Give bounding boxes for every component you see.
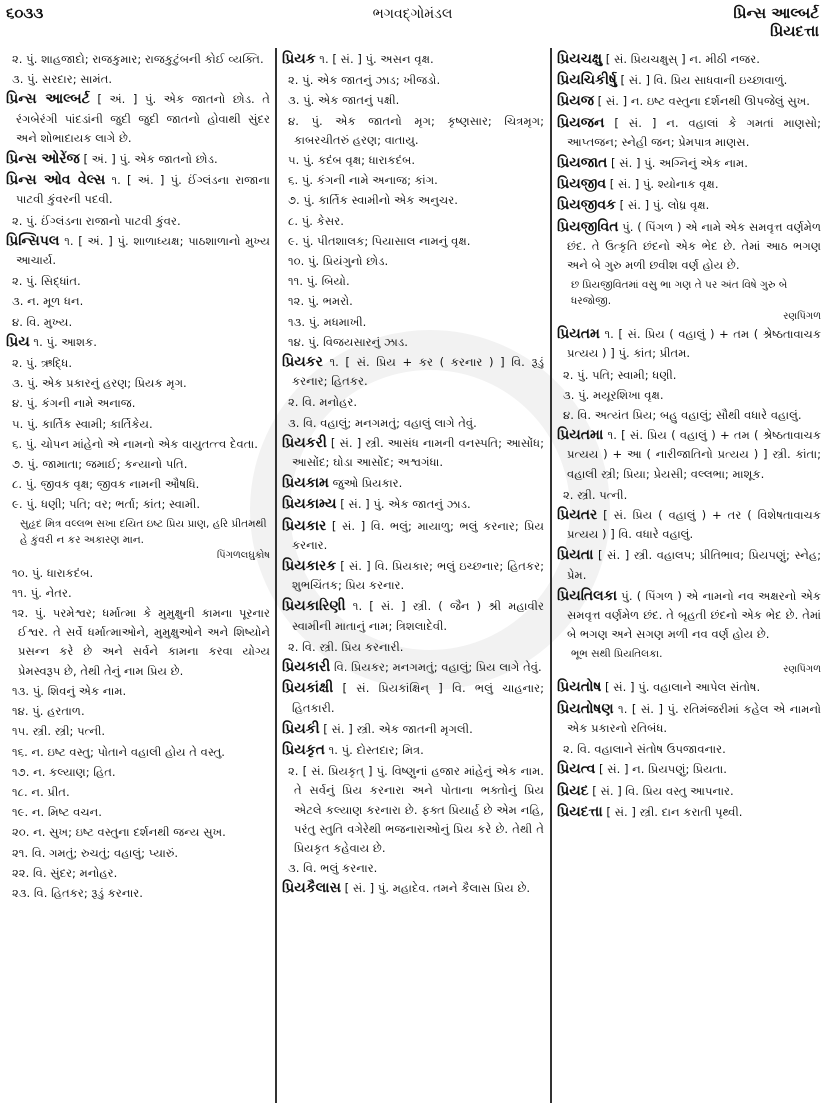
headword: પ્રિયકામ [282,475,329,492]
definition-text: [ સં. ] પું. વહાલાને આપેલ સંતોષ. [601,680,761,695]
definition-text: ૮. પું. કેસર. [288,213,344,228]
page-number: ૬૦૩૩ [6,4,44,22]
entry-sense [6,783,270,802]
headword: પ્રિયજીવક [557,197,616,214]
definition-text: [ સં. ] વિ. પ્રિય વસ્તુ આપનાર. [588,783,734,798]
guide-word-first: પ્રિન્સ આલ્બર્ટ [733,4,819,22]
dictionary-entry [6,333,270,352]
entry-sense [282,859,544,878]
dictionary-entry [282,658,544,677]
headword: પ્રિયતોષ [557,679,602,696]
definition-text: [ સં. ] પું. એક જાતનું ઝાડ. [336,497,471,512]
definition-text: ૪. પું. એક જાતનો મૃગ; કૃષ્ણસાર; ચિત્રમૃગ; કાબરચીતરું હરણ; વાતાયુ. [288,113,544,147]
definition-text: ૬. પું. ચોપન માંહેનો એ નામનો એક વાયુતત્ત્વ દેવતા. [12,436,258,451]
entry-sense [6,722,270,741]
entry-sense [6,415,270,434]
entry-sense [6,394,270,413]
definition-text: [ સં. ] પું. મહાદેવ. તમને કૈલાસ પ્રિય છે. [340,881,531,896]
entry-sense [6,743,270,762]
definition-text: [ સં. ] ન. પ્રિયપણું; પ્રિયતા. [595,762,727,777]
definition-text: ૧૮. ન. પ્રીત. [12,784,70,799]
dictionary-entry [282,741,544,760]
definition-text: ૧૦. પું. પ્રિયંગુનો છોડ. [288,254,389,269]
entry-sense [282,151,544,170]
citation-source: રણપિંગળ [783,664,821,676]
column-3 [557,50,821,1103]
entry-sense [6,864,270,883]
definition-text: [ સં. ] સ્ત્રી. વહાલપ; પ્રીતિભાવ; પ્રિયપણું; સ્નેહ; પ્રેમ. [567,548,821,582]
definition-text: ૧૦. પું. ધારાકદંબ. [12,565,94,580]
dictionary-entry [6,171,270,209]
definition-text: ૧૪. પું. હરતાળ. [12,704,85,719]
definition-text: ૧૯. ન. મિષ્ટ વચન. [12,805,102,820]
headword: પ્રિયચિકીર્ષુ [557,72,617,89]
guide-word-last: પ્રિયદત્તા [770,22,819,40]
entry-sense [6,803,270,822]
entry-sense [6,564,270,583]
definition-text: ૧. [ સં. પ્રિય ( વહાલું ) + તમ ( શ્રેષ્ઠતાવાચક પ્રત્યય ) + આ ( નારીજાતિનો પ્રત્યય ) ] સ્ત્રી. કાંતા; વહાલી સ્ત્રી; પ્રિયા; પ્રેયસી; વલ્લભા; માશૂક. [567,428,821,481]
headword: પ્રિન્સ ઓરેંજ [6,151,80,168]
headword: પ્રિયતર [557,507,598,524]
dictionary-entry [557,760,821,779]
definition-text: ૧૫. સ્ત્રી. સ્ત્રી; પત્ની. [12,724,106,739]
headword: પ્રિયત્વ [557,761,596,778]
definition-text: ૭. પું. કાર્તિક સ્વામીનો એક અનુચર. [288,193,458,208]
definition-text: [ અં. ] પું. એક જાતનો છોડ. તે રંગબેરંગી પાંદડાંની જુદી જુદી જાતનો હોવાથી સુંદર અને શોભાદાયક લાગે છે. [16,92,270,145]
headword: પ્રિય [6,333,30,350]
dictionary-entry [557,700,821,738]
entry-sense [282,272,544,291]
entry-sense [282,638,544,657]
dictionary-entry [282,517,544,555]
dictionary-entry [557,506,821,544]
entry-sense [6,354,270,373]
definition-text: પું. ( પિંગળ ) એ નામનો નવ અક્ષરનો એક સમવૃત્ત વર્ણમેળ છંદ. તે બૃહતી છંદનો એક ભેદ છે. તેમાં બે ભગણ અને સગણ મળી નવ વર્ણ હોય છે. [567,588,821,642]
definition-text: ૧૩. પું. શિવનું એક નામ. [12,683,127,698]
dictionary-entry [282,495,544,514]
definition-text: ૨. પું. ઈંગ્લંડના રાજાનો પાટવી કુંવર. [12,213,181,228]
definition-text: ૨. સ્ત્રી. પત્ની. [563,487,628,502]
entry-sense [6,682,270,701]
definition-text: ૧. પું. આશક. [29,334,97,349]
definition-text: ૫. પું. કાર્તિક સ્વામી; કાર્તિકેય. [12,416,153,431]
definition-text: ૧. [ સં. ] સ્ત્રી. ( જૈન ) શ્રી મહાવીર સ્વામીની માતાનું નામ; ત્રિશલાદેવી. [292,599,544,633]
headword: પ્રિયજીવ [557,176,607,193]
quote-text: છ પ્રિયજીવિતમાં વસુ ભા ગણ તે પર અંત વિષે ગુરુ બે ધરજોજી. [571,279,788,308]
headword: પ્રિન્સિપલ [6,232,60,249]
headword: પ્રિયકરી [282,434,327,451]
definition-text: ૨. [ સં. પ્રિયકૃત્ ] પું. વિષ્ણુનાં હજાર માંહેનું એક નામ. તે સર્વનું પ્રિય કરનારા અને પોતાના ભક્તોનું પ્રિય એટલે કલ્યાણ કરનારા છે. ફક્ત પ્રિયાર્હ છે એમ નહિ, પરંતુ સ્તુતિ વગેરેથી ભજનારાઓનું પ્રિય કરે છે. તેથી તે પ્રિયકૃત કહેવાય છે. [288,764,544,855]
headword: પ્રિયકારક [282,558,337,575]
entry-sense [282,71,544,90]
definition-text: ૨. પું. એક જાતનું ઝાડ; ખીજડો. [288,73,441,88]
definition-text: ૧૨. પું. ભમરો. [288,294,353,309]
citation-quote [6,516,270,564]
headword: પ્રિયતમા [557,427,604,444]
headword: પ્રિયતમ [557,326,600,343]
entry-sense [282,252,544,271]
entry-sense [6,313,270,332]
entry-sense [6,70,270,89]
definition-text: [ સં. ] પું. લોધ્ર વૃક્ષ. [615,198,710,213]
entry-sense [557,386,821,405]
headword: પ્રિયજાત [557,155,608,172]
headword: પ્રિયદ [557,782,589,799]
definition-text: ૧૪. પું. વિજયસારનું ઝાડ. [288,334,408,349]
entry-sense [6,495,270,514]
entry-sense [6,604,270,681]
dictionary-entry [6,150,270,169]
definition-text: ૩. પું. એક જાતનું પક્ષી. [288,93,400,108]
dictionary-entry [557,546,821,584]
definition-text: [ સં. ] વિ. પ્રિયકાર; ભલું ઇચ્છનાર; હિતકર; શુભચિંતક; પ્રિય કરનાર. [292,559,544,593]
quote-text: સુહૃદ મિત્ર વલ્લભ સખા દયિત ઇષ્ટ પ્રિય પ્રાણ, હરિ પ્રીતમથી હે કુંવરી ન કર અકારણ માન. [20,517,267,546]
entry-sense [282,232,544,251]
definition-text: [ સં. પ્રિય ( વહાલું ) + તર ( વિશેષતાવાચક પ્રત્યય ) ] વિ. વધારે વહાલું. [567,508,821,542]
entry-sense [6,50,270,69]
dictionary-entry [557,50,821,69]
book-title: ભગવદ્ગોમંડલ [372,6,453,22]
definition-text: ૯. પું. પીતશાલક; પિયાસાલ નામનું વૃક્ષ. [288,233,471,248]
definition-text: ૩. ન. મૂળ ધન. [12,294,84,309]
definition-text: ૨૦. ન. સુખ; ઇષ્ટ વસ્તુના દર્શનથી જન્ય સુખ. [12,825,226,840]
headword: પ્રિયકી [282,720,320,737]
definition-text: [ સં. ] ન. વહાલાં કે ગમતાં માણસો; આપ્તજન; સ્નેહી જન; પ્રેમપાત્ર માણસ. [567,115,821,149]
dictionary-entry [557,92,821,111]
headword: પ્રિયકારિણી [282,598,346,615]
entry-sense [282,292,544,311]
definition-text: ૧૧. પું. નેતર. [12,585,72,600]
headword: પ્રિયદત્તા [557,803,603,820]
definition-text: ૯. પું. ધણી; પતિ; વર; ભર્તા; કાંત; સ્વામી. [12,497,201,512]
entry-sense [6,884,270,903]
dictionary-entry [6,90,270,148]
headword: પ્રિયકાર [282,517,327,534]
definition-text: ૧. [ સં. પ્રિય + કર ( કરનાર ) ] વિ. રૂડું કરનાર; હિતકર. [292,355,544,389]
dictionary-entry [557,154,821,173]
dictionary-entry [282,353,544,391]
entry-sense [282,762,544,858]
definition-text: ૧. [ અં. ] પું. શાળાધ્યક્ષ; પાઠશાળાનો મુખ્ય આચાર્ય. [16,233,270,268]
quote-text: ભૂભ સથી પ્રિયતિલકા. [571,648,663,661]
entry-sense [6,374,270,393]
definition-text: ૨. પું. પતિ; સ્વામી; ધણી. [563,367,677,382]
entry-sense [6,212,270,231]
entry-sense [6,584,270,603]
entry-sense [6,763,270,782]
definition-text: ૧. [ સં. પ્રિય ( વહાલું ) + તમ ( શ્રેષ્ઠતાવાચક પ્રત્યય ) ] પું. કાંત; પ્રીતમ. [567,327,821,361]
entry-sense [6,475,270,494]
definition-text: ૬. પું. કંગની નામે અનાજ; કાંગ. [288,173,438,188]
definition-text: ૩. વિ. વહાલું; મનગમતું; વહાલું લાગે તેવું. [288,415,477,430]
entry-sense [282,171,544,190]
headword: પ્રિયકૃત [282,741,325,758]
entry-sense [6,455,270,474]
headword: પ્રિયકાંક્ષી [282,680,334,697]
dictionary-entry [557,782,821,801]
definition-text: ૪. પું. કંગની નામે અનાજ. [12,396,136,411]
definition-text: [ સં. પ્રિયચક્ષુસ્ ] ન. મીઠી નજર. [602,52,760,66]
definition-text: ૧. [ અં. ] પું. ઈંગ્લંડના રાજાના પાટવી કુંવરની પદવી. [16,173,270,207]
definition-text: ૨. વિ. સ્ત્રી. પ્રિય કરનારી. [288,639,404,654]
headword: પ્રિયકામ્ય [282,496,337,513]
definition-text: ૧. [ સં. ] પું. રતિમંજરીમાં કહેલ એ નામનો એક પ્રકારનો રતિબંધ. [567,701,821,735]
headword: પ્રિયતોષણ [557,700,614,717]
dictionary-entry [557,114,821,152]
definition-text: ૧૭. ન. કલ્યાણ; હિત. [12,764,116,779]
entry-sense [6,702,270,721]
definition-text: વિ. પ્રિયકર; મનગમતું; વહાલું; પ્રિય લાગે તેવું. [330,660,542,675]
headword: પ્રિયજ [557,93,594,110]
entry-sense [6,435,270,454]
definition-text: ૫. પું. કદંબ વૃક્ષ; ધારાકદંબ. [288,153,416,168]
citation-quote [557,277,821,325]
dictionary-entry [282,679,544,717]
definition-text: [ સં. ] પું. અગ્નિનું એક નામ. [607,156,748,171]
entry-sense [557,740,821,759]
definition-text: ૨. પું. ઋદ્ધિ. [12,356,73,371]
definition-text: ૩. વિ. ભલું કરનાર. [288,861,378,876]
definition-text: ૮. પું. જીવક વૃક્ષ; જીવક નામની ઔષધિ. [12,477,200,492]
dictionary-entry [282,474,544,493]
dictionary-entry [557,678,821,697]
definition-text: ૧. પું. દોસ્તદાર; મિત્ર. [324,742,424,757]
definition-text: ૨. વિ. મનોહર. [288,395,358,410]
dictionary-entry [282,879,544,898]
entry-sense [6,844,270,863]
definition-text: ૨૨. વિ. સુંદર; મનોહર. [12,865,118,880]
dictionary-entry [557,803,821,822]
definition-text: [ અં. ] પું. એક જાતનો છોડ. [79,152,218,167]
dictionary-entry [557,175,821,194]
definition-text: ૩. પું. મયૂરશિખા વૃક્ષ. [563,387,664,402]
headword: પ્રિયકારી [282,659,331,676]
entry-sense [557,366,821,385]
entry-sense [282,313,544,332]
dictionary-entry [282,720,544,739]
entry-sense [557,486,821,505]
definition-text: ૨૩. વિ. હિતકર; રૂડું કરનાર. [12,885,143,900]
definition-text: ૧૨. પું. પરમેશ્વર; ધર્માત્મા કે મુમુક્ષુની કામના પૂરનાર ઈશ્વર. તે સર્વે ધર્માત્માઓને, મુમુક્ષુઓને અને શિષ્યોને પ્રસન્ન કરે છે અને સર્વને કામના કરવા યોગ્ય પ્રેમસ્વરૂપ છે, તેથી તેનું નામ પ્રિય છે. [12,606,270,678]
entry-sense [6,823,270,842]
definition-text: [ સં. ] વિ. ભલું; માયાળુ; ભલું કરનાર; પ્રિય કરનાર. [292,518,544,552]
citation-quote [557,646,821,678]
definition-text: ૧૩. પું. મધમાખી. [288,314,367,329]
entry-sense [282,393,544,412]
definition-text: [ સં. ] ન. ઇષ્ટ વસ્તુના દર્શનથી ઊપજેલું સુખ. [593,94,810,109]
dictionary-entry [282,597,544,635]
dictionary-entry [557,71,821,90]
headword: પ્રિન્સ ઓવ વેલ્સ [6,172,106,189]
headword: પ્રિયતિલકા [557,587,618,604]
column-divider [275,48,277,1103]
definition-text: ૨. વિ. વહાલાને સંતોષ ઉપજાવનાર. [563,742,726,757]
definition-text: [ સં. ] પું. શ્યોનાક વૃક્ષ. [606,177,719,192]
dictionary-entry [557,587,821,645]
definition-text: ૩. પું. સરદાર; સામંત. [12,72,113,87]
guide-words [733,4,819,40]
entry-sense [6,272,270,291]
dictionary-entry [282,557,544,595]
headword: પ્રિયજન [557,114,605,131]
definition-text: [ સં. ] સ્ત્રી. આસંધ નામની વનસ્પતિ; આસોંધ; આસોંદ; ઘોડા આસોંદ; અશ્વગંધા. [292,435,544,470]
headword: પ્રિન્સ આલ્બર્ટ [6,91,90,108]
entry-sense [282,212,544,231]
entry-sense [557,406,821,425]
column-2 [282,50,544,1103]
entry-sense [282,414,544,433]
dictionary-entry [557,325,821,363]
definition-text: ૪. વિ. અત્યંત પ્રિય; બહુ વહાલું; સૌથી વધારે વહાલું. [563,408,802,423]
definition-text: જુઓ પ્રિયકાર. [328,476,403,491]
dictionary-entry [557,218,821,276]
definition-text: [ સં. ] વિ. પ્રિય સાધવાની ઇચ્છાવાળું. [616,73,788,88]
entry-sense [282,91,544,110]
definition-text: પું. ( પિંગળ ) એ નામે એક સમવૃત્ત વર્ણમેળ છંદ. તે ઉત્કૃતિ છંદનો એક ભેદ છે. તેમાં આઠ ભગણ અને બે ગુરુ મળી છવીશ વર્ણ હોય છે. [567,219,821,273]
definition-text: ૨. પું. સિદ્ધાંત. [12,274,81,289]
dictionary-entry [557,426,821,484]
headword: પ્રિયજીવિત [557,218,619,235]
dictionary-entry [282,50,544,69]
definition-text: [ સં. પ્રિયકાંક્ષિન્ ] વિ. ભલું ચાહનાર; હિતકારી. [292,681,544,715]
entry-sense [282,333,544,352]
definition-text: ૭. પું. જામાતા; જમાઈ; કન્યાનો પતિ. [12,457,188,472]
citation-source: રણપિંગળ [783,311,821,323]
definition-text: ૧૧. પું. બિયો. [288,274,350,289]
citation-source: પિંગળલઘુકોષ [216,549,270,561]
definition-text: ૨૧. વિ. ગમતું; રુચતું; વહાલું; પ્યારું. [12,845,179,860]
definition-text: [ સં. ] સ્ત્રી. એક જાતની મૃગલી. [319,721,473,736]
column-divider [550,48,552,1103]
definition-text: ૨. પું. શાહજાદો; રાજકુમાર; રાજકુટુંબની કોઈ વ્યક્તિ. [12,52,264,66]
entry-sense [282,191,544,210]
headword: પ્રિયચક્ષુ [557,51,603,67]
dictionary-entry [6,232,270,270]
definition-text: ૧૬. ન. ઇષ્ટ વસ્તુ; પોતાને વહાલી હોય તે વસ્તુ. [12,744,225,759]
entry-sense [282,112,544,150]
definition-text: ૩. પું. એક પ્રકારનું હરણ; પ્રિયક મૃગ. [12,376,187,391]
dictionary-entry [557,196,821,215]
headword: પ્રિયતા [557,547,594,564]
headword: પ્રિયક [282,51,316,67]
column-1 [6,50,270,1103]
definition-text: [ સં. ] સ્ત્રી. દાન કરાતી પૃથ્વી. [602,804,743,819]
definition-text: ૧. [ સં. ] પું. અસન વૃક્ષ. [315,52,434,66]
dictionary-entry [282,434,544,472]
entry-sense [6,292,270,311]
headword: પ્રિયકર [282,354,323,371]
definition-text: ૪. વિ. મુખ્ય. [12,314,73,329]
headword: પ્રિયકૈલાસ [282,880,341,897]
